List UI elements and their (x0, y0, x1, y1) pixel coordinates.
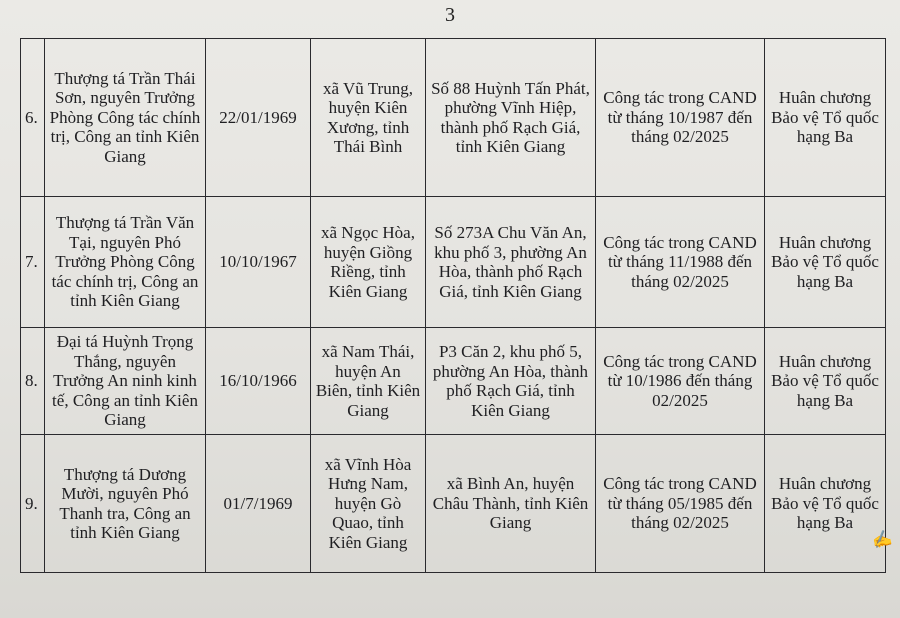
service-period: Công tác trong CAND từ tháng 11/1988 đến tháng 02/2025 (596, 197, 765, 328)
person-name: Thượng tá Trần Thái Sơn, nguyên Trưởng Phòng Công tác chính trị, Công an tỉnh Kiên Giang (45, 39, 206, 197)
hometown: xã Vĩnh Hòa Hưng Nam, huyện Gò Quao, tỉnh Kiên Giang (311, 435, 426, 573)
residence-address: xã Bình An, huyện Châu Thành, tỉnh Kiên Giang (426, 435, 596, 573)
row-number: 9. (21, 435, 45, 573)
hometown: xã Vũ Trung, huyện Kiên Xương, tỉnh Thái Bình (311, 39, 426, 197)
service-period: Công tác trong CAND từ 10/1986 đến tháng 02/2025 (596, 328, 765, 435)
award: Huân chương Bảo vệ Tổ quốc hạng Ba (765, 328, 886, 435)
table-row (21, 39, 886, 197)
residence-address: P3 Căn 2, khu phố 5, phường An Hòa, thành phố Rạch Giá, tỉnh Kiên Giang (426, 328, 596, 435)
row-number: 6. (21, 39, 45, 197)
person-name: Đại tá Huỳnh Trọng Thắng, nguyên Trưởng An ninh kinh tế, Công an tỉnh Kiên Giang (45, 328, 206, 435)
service-period: Công tác trong CAND từ tháng 05/1985 đến tháng 02/2025 (596, 435, 765, 573)
residence-address: Số 88 Huỳnh Tấn Phát, phường Vĩnh Hiệp, thành phố Rạch Giá, tỉnh Kiên Giang (426, 39, 596, 197)
person-name: Thượng tá Dương Mười, nguyên Phó Thanh tra, Công an tỉnh Kiên Giang (45, 435, 206, 573)
table-row (21, 197, 886, 328)
award: Huân chương Bảo vệ Tổ quốc hạng Ba (765, 435, 886, 573)
award: Huân chương Bảo vệ Tổ quốc hạng Ba (765, 39, 886, 197)
records-table (20, 38, 886, 573)
table-row (21, 328, 886, 435)
table-row (21, 435, 886, 573)
residence-address: Số 273A Chu Văn An, khu phố 3, phường An Hòa, thành phố Rạch Giá, tỉnh Kiên Giang (426, 197, 596, 328)
page-number: 3 (445, 4, 455, 26)
date-of-birth: 01/7/1969 (206, 435, 311, 573)
row-number: 7. (21, 197, 45, 328)
date-of-birth: 22/01/1969 (206, 39, 311, 197)
date-of-birth: 10/10/1967 (206, 197, 311, 328)
date-of-birth: 16/10/1966 (206, 328, 311, 435)
service-period: Công tác trong CAND từ tháng 10/1987 đến tháng 02/2025 (596, 39, 765, 197)
hometown: xã Nam Thái, huyện An Biên, tỉnh Kiên Giang (311, 328, 426, 435)
hometown: xã Ngọc Hòa, huyện Giồng Riềng, tỉnh Kiên Giang (311, 197, 426, 328)
person-name: Thượng tá Trần Văn Tại, nguyên Phó Trưởng Phòng Công tác chính trị, Công an tỉnh Kiên Giang (45, 197, 206, 328)
row-number: 8. (21, 328, 45, 435)
handwritten-mark: ✍ (870, 529, 894, 552)
award: Huân chương Bảo vệ Tổ quốc hạng Ba (765, 197, 886, 328)
